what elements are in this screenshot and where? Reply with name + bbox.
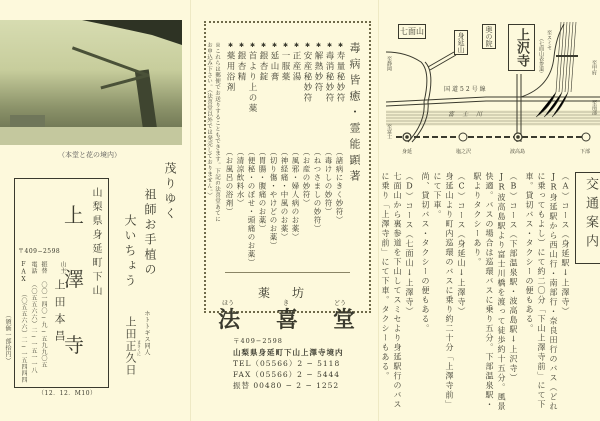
course-b-line-2: 快適。バスの場合は巡環バスに乗り五分。下部温泉駅・	[485, 172, 494, 410]
fold-line-right	[378, 0, 379, 421]
price: （頒価一部拾円）	[4, 312, 11, 364]
ground-shape	[0, 127, 182, 145]
shop-fax: FAX（05566）2 − 5444	[233, 370, 341, 379]
shop-name-3: 堂	[333, 307, 356, 333]
shop-ruby-1: ほう	[222, 300, 235, 307]
map-label-temple: 上沢寺	[508, 24, 535, 71]
product-item: ✱首より上の薬	[247, 42, 257, 114]
product-desc: （風邪・婦人病のお薬）	[291, 148, 300, 242]
course-a-line-1: JR身延駅から西山行・南部行・奈良田行のバス（どれ	[549, 172, 558, 412]
poem-line-3: 大いちょう	[123, 214, 137, 289]
star-icon: ✱	[249, 42, 256, 51]
mail-order-note-2: お申込み下さい。（法喜堂以外では発売しておりません。）	[206, 42, 212, 199]
product-desc: （清涼飲料水）	[236, 148, 245, 208]
head-priest-label: 山主	[59, 261, 66, 274]
product-desc: （ねつさましの妙符）	[313, 148, 322, 233]
shop-ruby-2: き	[283, 300, 290, 307]
course-c-line-3: 尚、貸切バス・タクシーの便もある。	[421, 172, 430, 334]
map-label-to-shizuoka: 至静岡	[386, 56, 392, 71]
shop-address: 山梨県身延町下山上澤寺境内	[233, 348, 344, 357]
product-desc: （毒けしの妙符）	[324, 148, 333, 216]
course-c-line-2: にて下車。	[433, 172, 442, 220]
map-label-shichimenzan: 七面山	[398, 24, 426, 39]
map-label-to-kofu: 至甲府	[591, 60, 597, 75]
product-desc: （切り傷・やけどのお薬）	[269, 148, 278, 250]
postal-code: 〒409−2598	[18, 248, 61, 255]
medicine-title: 毒病皆癒・霊能顕著	[348, 42, 361, 186]
star-icon: ✱	[282, 42, 289, 51]
course-b-line-3: 駅よりタクシーあり。	[473, 172, 482, 267]
product-item: ✱薬用浴剤	[225, 42, 235, 93]
map-label-via-sumise: 至スミセ	[546, 30, 552, 50]
map-label-to-nanbu: 至南部	[591, 100, 597, 115]
station-shionosawa: 塩之沢	[456, 149, 472, 155]
product-desc: （お風呂の浴剤）	[225, 148, 234, 216]
poet-group: ホトトギス同人	[143, 310, 150, 356]
station-shimobe: 下部	[580, 149, 591, 155]
station-hakushima: 波高島	[510, 149, 526, 155]
fold-line-left	[190, 0, 191, 421]
product-item: ✱解熱妙符	[313, 42, 323, 93]
product-item: ✱安産秘妙符	[302, 42, 312, 104]
temple-address-box	[14, 178, 109, 388]
transport-title: 交通案内	[583, 177, 598, 253]
course-a-label: （A）コース（身延駅↓上澤寺）	[561, 172, 570, 317]
map-label-to-fuji: 至富士	[386, 124, 392, 139]
star-icon: ✱	[260, 42, 267, 51]
poem-line-1: 茂りゆく	[163, 162, 177, 222]
head-priest-name: 上田本昌	[53, 279, 66, 347]
product-desc: （諸病にきく妙符）	[335, 148, 344, 225]
roof-shape	[82, 20, 182, 45]
poem-line-2: 祖師お手植の	[143, 188, 157, 278]
course-b-line-1: JR波高島駅より富士川橋を渡って徒歩約十五分。風景	[497, 172, 506, 412]
photo-caption: （本堂と花の境内）	[58, 151, 121, 159]
product-desc: （便秘・のぼせ・頭痛のお薬）	[247, 148, 256, 267]
map-label-via-note: （七面山表参道）	[538, 36, 544, 76]
poet-name: 上田正久日	[124, 316, 137, 376]
map-label-fujikawa: 富士川	[448, 111, 491, 118]
shop-subtitle: 薬坊	[258, 286, 327, 300]
product-item: ✱延山膏	[269, 42, 279, 83]
course-a-line-2: に乗ってもよし）にて約二〇分「下山上澤寺前」にて下	[537, 172, 546, 410]
station-minobu: 身延	[402, 149, 413, 155]
product-item: ✱銀杏錠	[258, 42, 268, 83]
temple-name-1: 上	[64, 203, 84, 227]
product-desc: （胃腸・腹痛のお薬）	[258, 148, 267, 233]
star-icon: ✱	[227, 42, 234, 51]
star-icon: ✱	[293, 42, 300, 51]
product-item: ✱銀杏精	[236, 42, 246, 83]
shop-postal: 〒409−2598	[233, 337, 283, 345]
product-item: ✱一服薬	[280, 42, 290, 83]
access-map	[386, 12, 600, 155]
star-icon: ✱	[304, 42, 311, 51]
map-label-okunoin: 奥の院	[482, 24, 496, 49]
shop-ruby-3: どう	[334, 300, 347, 307]
star-icon: ✱	[337, 42, 344, 51]
transport-title-box	[575, 172, 600, 264]
tree-branch-shape	[72, 46, 148, 76]
shop-tel: TEL（05566）2 − 5118	[233, 359, 341, 368]
map-label-route52: 国道52号線	[444, 86, 488, 93]
star-icon: ✱	[271, 42, 278, 51]
mail-order-note-1: ※これらは郵便でお送りすることもできます。下記の法喜堂あてに	[214, 42, 220, 222]
course-b-label: （B）コース（下部温泉駅・波高島駅↓上沢寺）	[509, 172, 518, 383]
shop-contact	[233, 336, 344, 391]
temple-name-3: 寺	[64, 333, 84, 357]
product-item: ✱寿量秘妙符	[335, 42, 345, 104]
product-item: ✱毒消秘妙符	[324, 42, 334, 104]
shop-name-1: 法	[218, 307, 241, 333]
star-icon: ✱	[315, 42, 322, 51]
prefecture-address: 山梨県身延町下山	[90, 187, 101, 299]
print-code: （12．12．M10）	[38, 390, 97, 397]
map-label-minobusan: 身延山	[454, 30, 468, 55]
divider	[225, 272, 350, 273]
temple-photo	[0, 20, 182, 145]
course-a-line-3: 車。貸切バス・タクシーの便もある。	[525, 172, 534, 334]
product-item: ✱正産湯	[291, 42, 301, 83]
star-icon: ✱	[326, 42, 333, 51]
star-icon: ✱	[238, 42, 245, 51]
course-d-line-2: に乗り「上澤寺前」にて下車。タクシーもある。	[381, 172, 390, 381]
course-c-label: （C）コース（身延山↓上澤寺）	[457, 172, 466, 317]
product-desc: （お産の妙符）	[302, 148, 311, 208]
shop-name-2: 喜	[276, 307, 299, 333]
phone: 電話 （〇五五六六）二−一五一一八	[30, 261, 37, 374]
course-d-label: （D）コース（七面山↓上澤寺）	[405, 172, 414, 317]
course-c-line-1: 身延山より町内巡環のバスに乗り約二十分「上澤寺前」	[445, 172, 454, 410]
bank-transfer: 振替 〇〇一四〇−九−五九九〇五	[40, 261, 47, 368]
temple-name-2: 澤	[64, 267, 84, 291]
shop-transfer: 振替 00480 − 2 − 1252	[233, 381, 340, 390]
fax: FAX （〇五五六六）二−一五四四四	[20, 261, 27, 383]
product-desc: （神経痛・中風のお薬）	[280, 148, 289, 242]
course-d-line-1: 七面山から裏参道を下山してスミセより身延駅行のバス	[393, 172, 402, 410]
poet-ruby: まさくに	[137, 340, 142, 356]
